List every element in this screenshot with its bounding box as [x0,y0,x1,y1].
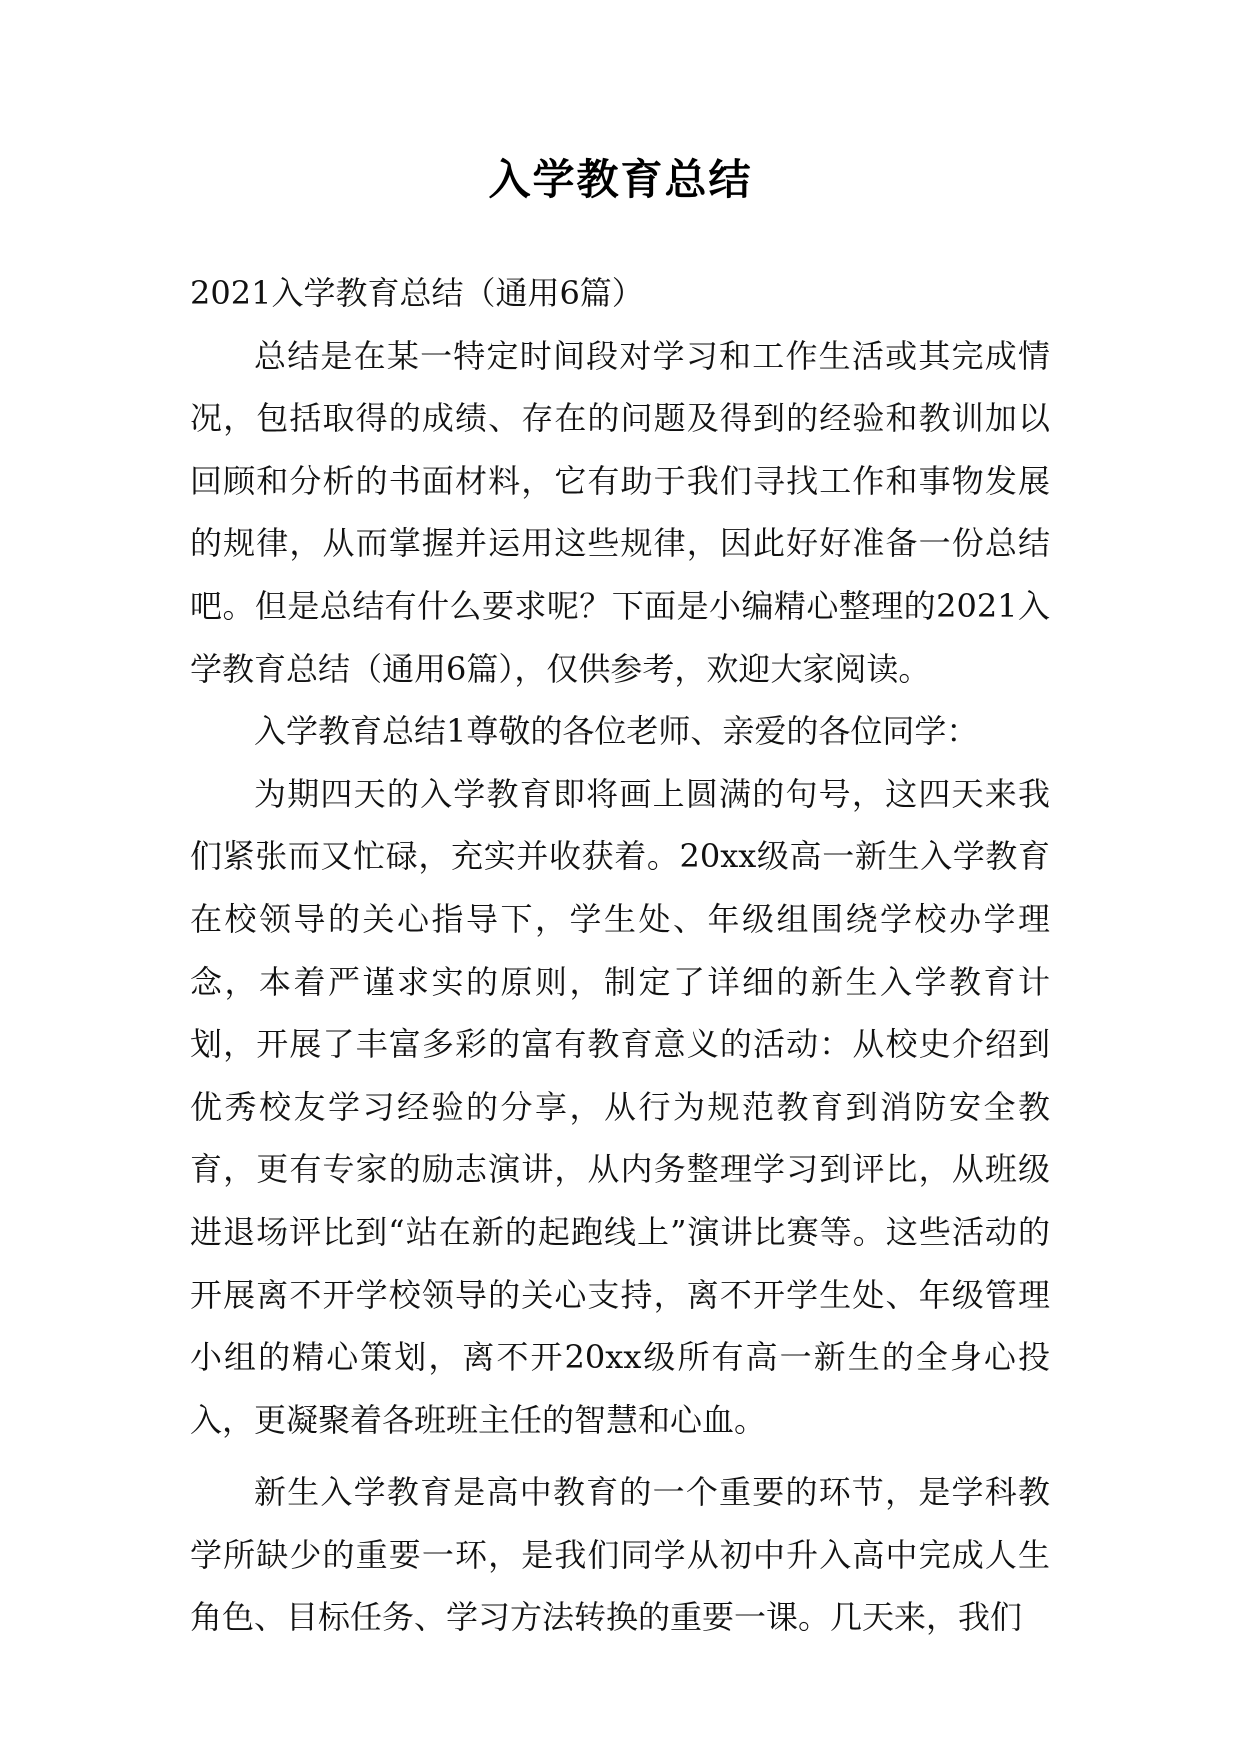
intro-paragraph: 总结是在某一特定时间段对学习和工作生活或其完成情况，包括取得的成绩、存在的问题及得到的经验和教训加以回顾和分析的书面材料，它有助于我们寻找工作和事物发展的规律，从而掌握并运用这些规律，因此好好准备一份总结吧。但是总结有什么要求呢？下面是小编精心整理的2021入学教育总结（通用6篇），仅供参考，欢迎大家阅读。 [190,336,1050,688]
body-paragraph: 为期四天的入学教育即将画上圆满的句号，这四天来我们紧张而又忙碌，充实并收获着。20xx级高一新生入学教育在校领导的关心指导下，学生处、年级组围绕学校办学理念，本着严谨求实的原则，制定了详细的新生入学教育计划，开展了丰富多彩的富有教育意义的活动：从校史介绍到优秀校友学习经验的分享，从行为规范教育到消防安全教育，更有专家的励志演讲，从内务整理学习到评比，从班级进退场评比到“站在新的起跑线上”演讲比赛等。这些活动的开展离不开学校领导的关心支持，离不开学生处、年级管理小组的精心策划，离不开20xx级所有高一新生的全身心投入，更凝聚着各班班主任的智慧和心血。 [190,774,1050,1439]
section-heading-paragraph: 入学教育总结1尊敬的各位老师、亲爱的各位同学： [254,712,979,751]
subtitle-line: 2021入学教育总结（通用6篇） [190,274,644,312]
document-body [190,262,1050,1649]
body-paragraph: 新生入学教育是高中教育的一个重要的环节，是学科教学所缺少的重要一环，是我们同学从初中升入高中完成人生角色、目标任务、学习方法转换的重要一课。几天来，我们 [190,1473,1050,1637]
document-title: 入学教育总结 [488,155,753,204]
